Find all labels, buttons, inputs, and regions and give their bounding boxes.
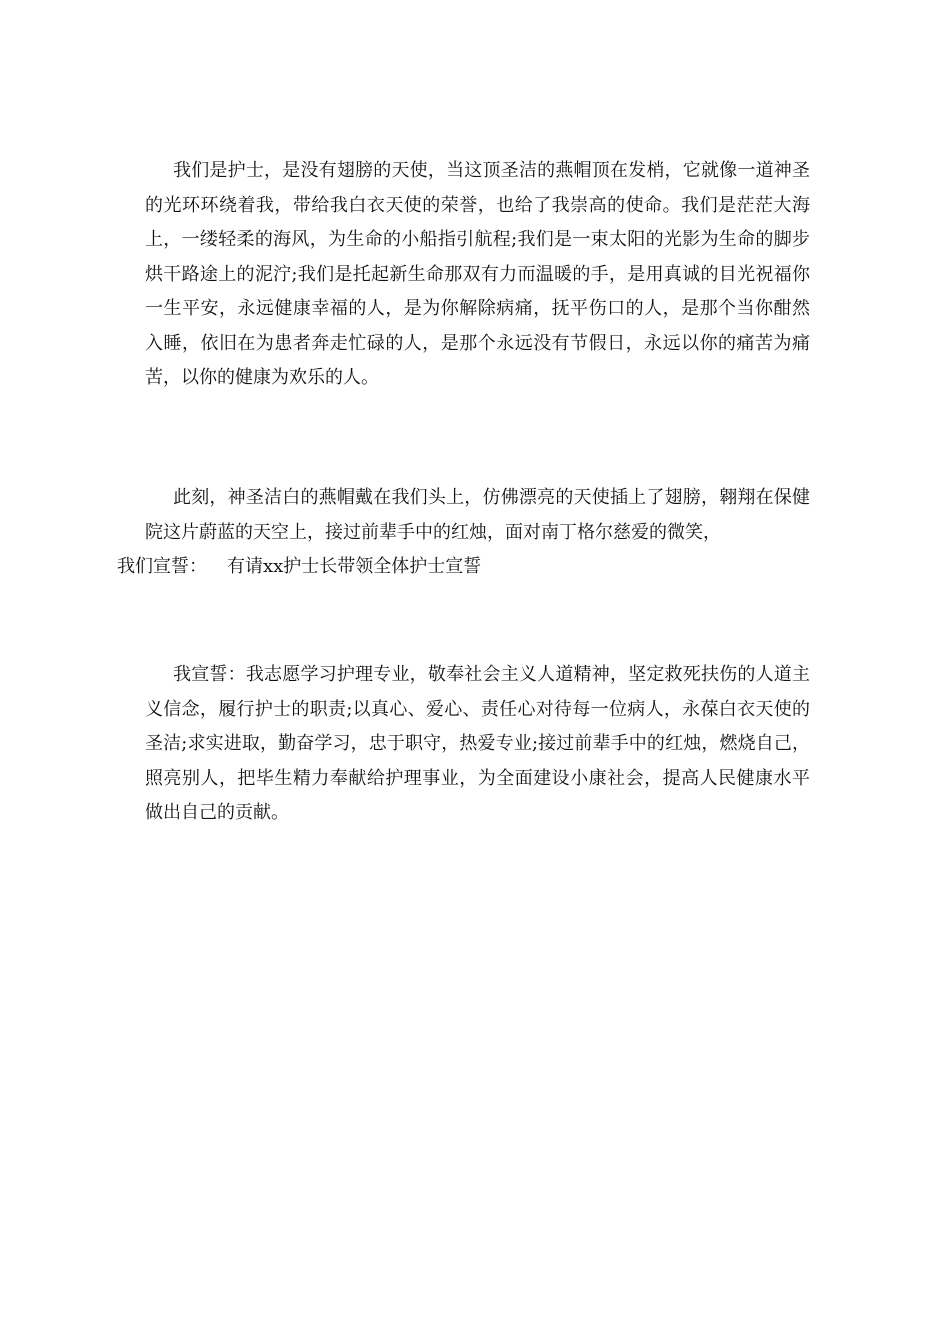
paragraph-nurse-cap-text: 此刻，神圣洁白的燕帽戴在我们头上，仿佛漂亮的天使插上了翅膀，翱翔在保健院这片蔚蓝的天空上，接过前辈手中的红烛，面对南丁格尔慈爱的微笑， <box>145 487 810 543</box>
paragraph-nurse-identity: 我们是护士，是没有翅膀的天使，当这顶圣洁的燕帽顶在发梢，它就像一道神圣的光环环绕着我，带给我白衣天使的荣誉，也给了我崇高的使命。我们是茫茫大海上，一缕轻柔的海风，为生命的小船指引航程;我们是一束太阳的光影为生命的脚步烘干路途上的泥泞;我们是托起新生命那双有力而温暖的手，是用真诚的目光祝福你一生平安，永远健康幸福的人，是为你解除病痛，抚平伤口的人，是那个当你酣然入睡，依旧在为患者奔走忙碌的人，是那个永远没有节假日，永远以你的痛苦为痛苦，以你的健康为欢乐的人。 <box>145 160 810 388</box>
paragraph-nurse-cap <box>117 481 810 585</box>
oath-prefix: 我们宣誓： <box>117 556 207 577</box>
oath-invite: 有请xx护士长带领全体护士宣誓 <box>227 556 482 577</box>
paragraph-oath: 我宣誓：我志愿学习护理专业，敬奉社会主义人道精神，坚定救死扶伤的人道主义信念，履行护士的职责;以真心、爱心、责任心对待每一位病人，永葆白衣天使的圣洁;求实进取，勤奋学习，忠于职守，热爱专业;接过前辈手中的红烛，燃烧自己，照亮别人，把毕生精力奉献给护理事业，为全面建设小康社会，提高人民健康水平做出自己的贡献。 <box>145 664 810 823</box>
